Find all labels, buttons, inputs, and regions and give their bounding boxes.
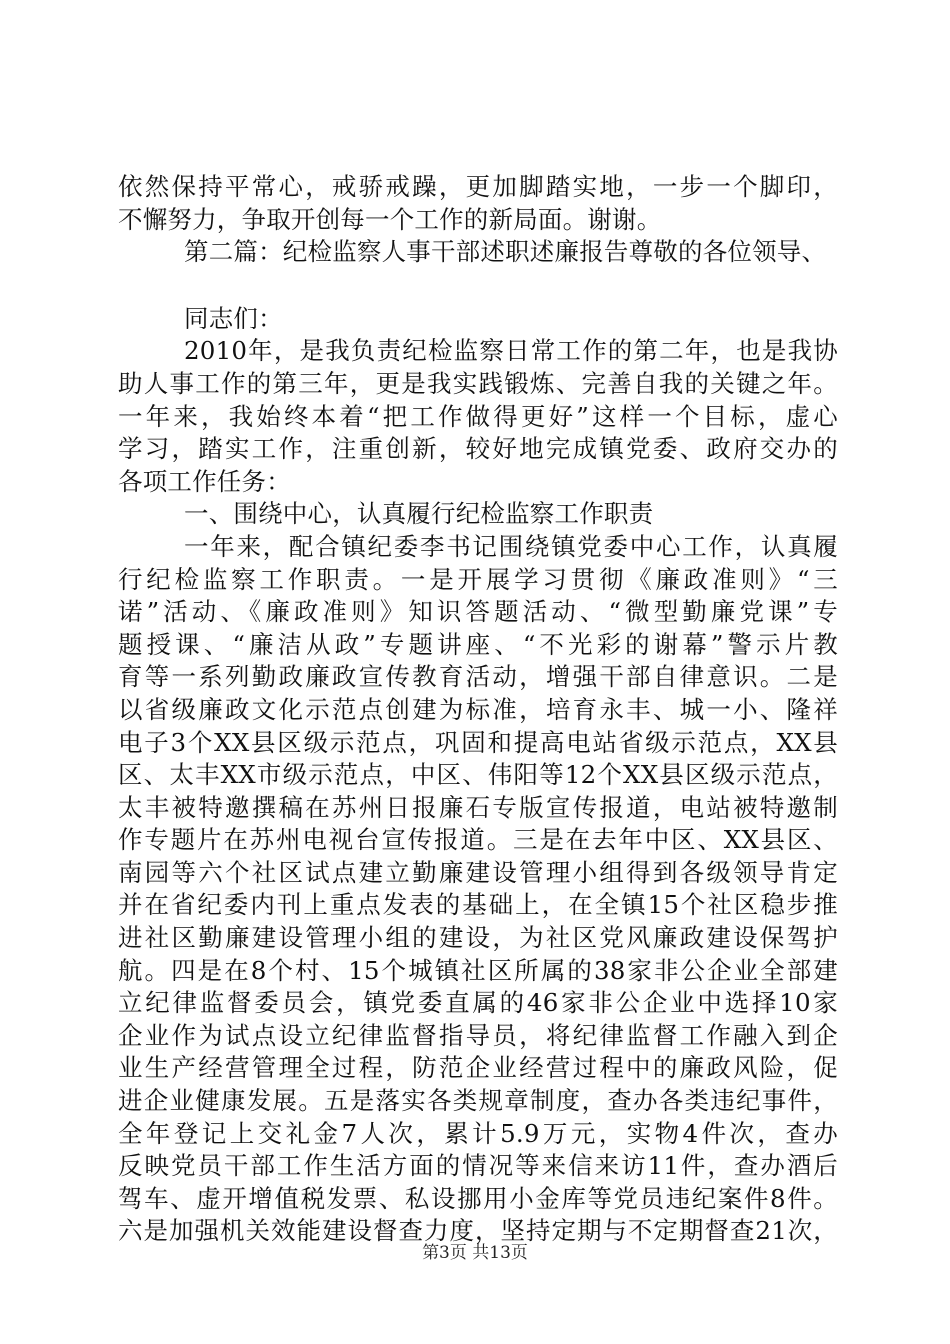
- text-line: 一、围绕中心，认真履行纪检监察工作职责: [184, 499, 654, 529]
- text-line: 航。四是在8个村、15个城镇社区所属的38家非公企业全部建: [118, 955, 838, 985]
- text-line: 行纪检监察工作职责。一是开展学习贯彻《廉政准则》“三: [118, 564, 838, 594]
- text-line: 南园等六个社区试点建立勤廉建设管理小组得到各级领导肯定: [118, 857, 838, 887]
- text-line: 各项工作任务：: [118, 466, 291, 496]
- text-line: 依然保持平常心，戒骄戒躁，更加脚踏实地，一步一个脚印，: [118, 172, 838, 201]
- page-footer: 第3页 共13页: [422, 1243, 528, 1263]
- text-line: 2010年，是我负责纪检监察日常工作的第二年，也是我协: [184, 336, 838, 366]
- text-line: 育等一系列勤政廉政宣传教育活动，增强干部自律意识。二是: [118, 662, 838, 692]
- text-line: 一年来，配合镇纪委李书记围绕镇党委中心工作，认真履: [184, 531, 838, 561]
- text-line: 电子3个XX县区级示范点，巩固和提高电站省级示范点，XX县: [118, 727, 838, 757]
- text-line: 全年登记上交礼金7人次，累计5.9万元，实物4件次，查办: [118, 1118, 838, 1148]
- text-line: 太丰被特邀撰稿在苏州日报廉石专版宣传报道，电站被特邀制: [118, 792, 838, 822]
- text-line: 反映党员干部工作生活方面的情况等来信来访11件，查办酒后: [118, 1151, 838, 1181]
- text-line: 以省级廉政文化示范点创建为标准，培育永丰、城一小、隆祥: [118, 694, 838, 724]
- text-line: 进社区勤廉建设管理小组的建设，为社区党风廉政建设保驾护: [118, 923, 838, 953]
- text-line: 诺”活动、《廉政准则》知识答题活动、“微型勤廉党课”专: [118, 597, 838, 627]
- text-line: 同志们：: [184, 303, 283, 333]
- text-line: 业生产经营管理全过程，防范企业经营过程中的廉政风险，促: [118, 1053, 838, 1083]
- text-line: 题授课、“廉洁从政”专题讲座、“不光彩的谢幕”警示片教: [118, 629, 838, 659]
- text-line: 第二篇：纪检监察人事干部述职述廉报告尊敬的各位领导、: [184, 237, 827, 267]
- text-line: 助人事工作的第三年，更是我实践锻炼、完善自我的关键之年。: [118, 368, 838, 398]
- text-line: 并在省纪委内刊上重点发表的基础上，在全镇15个社区稳步推: [118, 890, 838, 920]
- text-line: 不懈努力，争取开创每一个工作的新局面。谢谢。: [118, 204, 662, 234]
- text-line: 一年来，我始终本着“把工作做得更好”这样一个目标，虚心: [118, 401, 838, 431]
- text-line: 区、太丰XX市级示范点，中区、伟阳等12个XX县区级示范点，: [118, 760, 838, 790]
- text-line: 学习，踏实工作，注重创新，较好地完成镇党委、政府交办的: [118, 434, 838, 464]
- text-line: 进企业健康发展。五是落实各类规章制度，查办各类违纪事件，: [118, 1086, 838, 1116]
- text-line: 立纪律监督委员会，镇党委直属的46家非公企业中选择10家: [118, 988, 838, 1018]
- text-line: 驾车、虚开增值税发票、私设挪用小金库等党员违纪案件8件。: [118, 1183, 838, 1213]
- text-line: 企业作为试点设立纪律监督指导员，将纪律监督工作融入到企: [118, 1020, 838, 1050]
- text-line: 作专题片在苏州电视台宣传报道。三是在去年中区、XX县区、: [118, 825, 838, 855]
- body-text: [118, 171, 838, 1248]
- text-line: 六是加强机关效能建设督查力度，坚持定期与不定期督查21次，: [118, 1216, 838, 1246]
